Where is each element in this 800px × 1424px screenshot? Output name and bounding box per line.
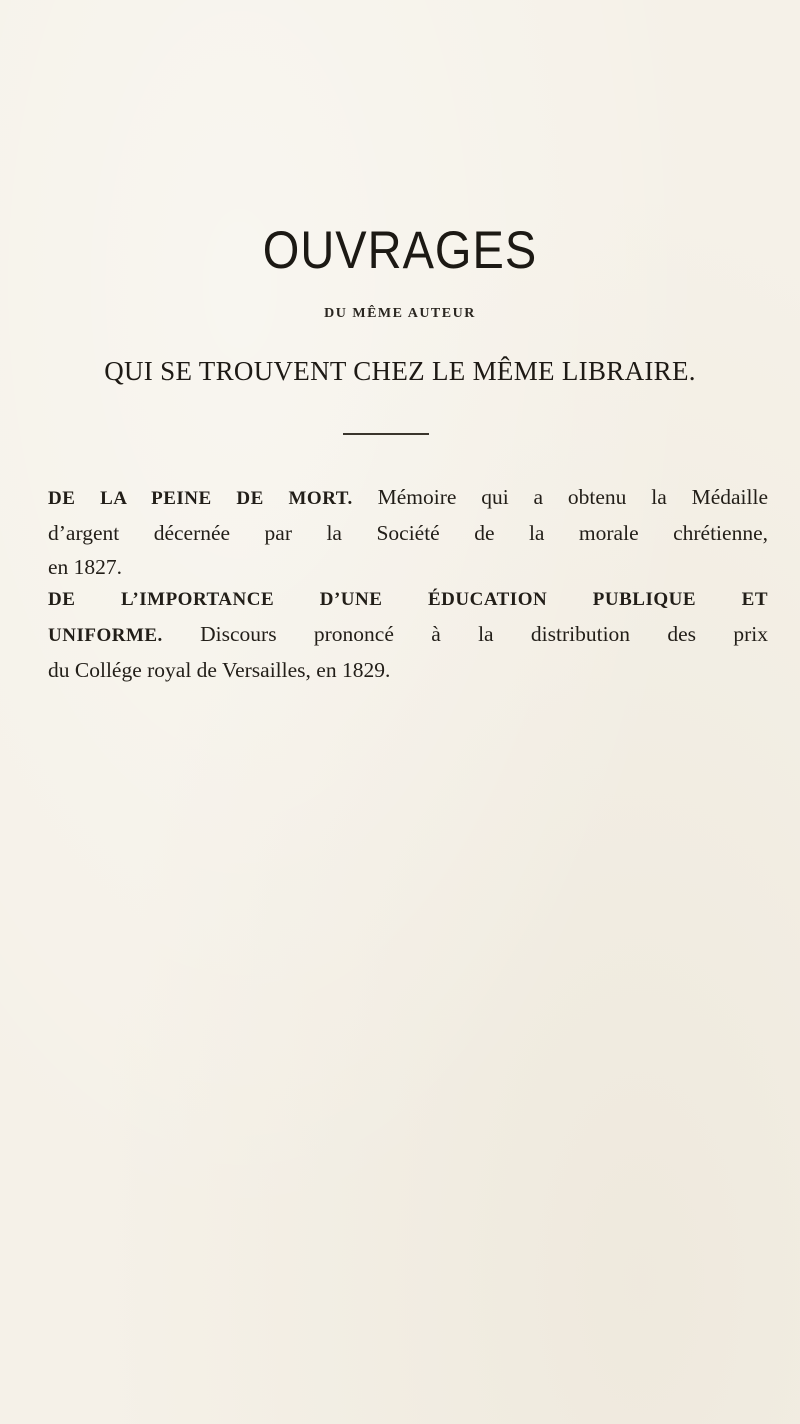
entry-1-line-1 bbox=[48, 480, 768, 516]
bibliography-entry-2 bbox=[48, 583, 768, 687]
page-title: OUVRAGES bbox=[262, 219, 538, 280]
page-subheading: QUI SE TROUVENT CHEZ LE MÊME LIBRAIRE. bbox=[104, 356, 696, 386]
entry-1-text: Mémoire qui a obtenu la Médaille bbox=[377, 485, 768, 509]
bibliography-entry-1 bbox=[48, 480, 768, 584]
entry-2-text: Discours prononcé à la distribution des prix bbox=[200, 622, 768, 646]
entry-1-title: DE LA PEINE DE MORT. bbox=[48, 488, 353, 509]
divider-rule bbox=[343, 433, 429, 435]
page-subtitle: DU MÊME AUTEUR bbox=[324, 306, 476, 321]
entry-1-line-3: en 1827. bbox=[48, 555, 123, 579]
entry-2-line-2 bbox=[48, 617, 768, 653]
entry-2-title: DE L’IMPORTANCE D’UNE ÉDUCATION PUBLIQUE ET bbox=[48, 589, 768, 610]
entry-1-line-2: d’argent décernée par la Société de la morale chrétienne, bbox=[48, 521, 768, 545]
entry-2-title-continued: UNIFORME. bbox=[48, 625, 163, 646]
entry-2-line-3: du Collége royal de Versailles, en 1829. bbox=[48, 658, 391, 682]
